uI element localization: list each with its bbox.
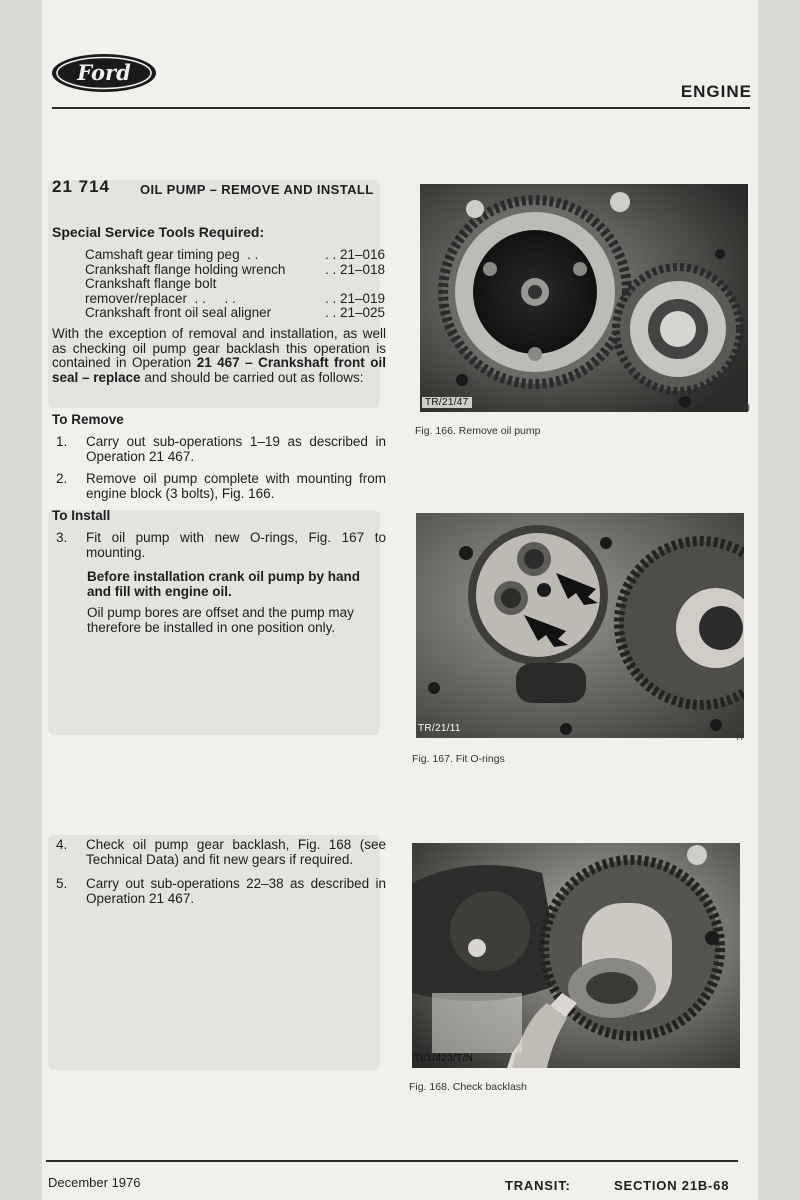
step-text: Carry out sub-operations 22–38 as described in Operation 21 467. xyxy=(86,876,386,906)
remove-heading: To Remove xyxy=(52,412,124,427)
tool-code: . . 21–025 xyxy=(324,305,385,321)
figure-167-photo xyxy=(416,513,744,738)
step-item xyxy=(56,531,386,560)
tool-row xyxy=(85,277,385,292)
figure-166-photo xyxy=(420,184,748,412)
step-text: Carry out sub-operations 1–19 as described in Operation 21 467. xyxy=(86,434,386,464)
header-rule xyxy=(52,107,750,109)
tool-code: . . 21–018 xyxy=(324,261,385,277)
intro-paragraph xyxy=(52,327,386,385)
step-item xyxy=(56,472,386,501)
tool-row xyxy=(85,306,385,321)
step-number: 1. xyxy=(56,434,68,449)
tool-code: . . 21–019 xyxy=(324,290,385,306)
install-heading: To Install xyxy=(52,508,111,523)
operation-number: 21 714 xyxy=(52,177,110,196)
tool-name: remover/replacer xyxy=(85,290,188,306)
tool-name: Camshaft gear timing peg xyxy=(85,247,240,262)
bleed-through-panel xyxy=(48,835,380,1070)
tool-name: Crankshaft flange holding wrench xyxy=(85,261,286,277)
figure-mark: TI xyxy=(735,732,743,742)
step-item xyxy=(56,435,386,464)
figure-caption: Fig. 168. Check backlash xyxy=(409,1081,527,1093)
step-number: 5. xyxy=(56,876,68,891)
tool-dots: . . xyxy=(239,247,259,262)
step-text: Fit oil pump with new O-rings, Fig. 167 to mounting. xyxy=(86,530,386,560)
step-text: Check oil pump gear backlash, Fig. 168 (see Technical Data) and fit new gears if required. xyxy=(86,837,386,867)
step-number: 3. xyxy=(56,530,68,545)
figure-photo-label: TR/21/11 xyxy=(418,723,461,734)
figure-caption: Fig. 167. Fit O-rings xyxy=(412,753,505,765)
step-item xyxy=(56,838,386,867)
section-heading: ENGINE xyxy=(680,82,752,101)
install-note: Oil pump bores are offset and the pump may therefore be installed in one position only. xyxy=(87,605,354,635)
figure-photo-label: TI/1/423/T/N xyxy=(414,1053,474,1064)
install-warning: Before installation crank oil pump by hand and fill with engine oil. xyxy=(87,569,361,599)
step-number: 2. xyxy=(56,471,68,486)
logo-text: Ford xyxy=(77,60,131,85)
operation-title: OIL PUMP – REMOVE AND INSTALL xyxy=(140,182,374,197)
tools-heading: Special Service Tools Required: xyxy=(52,224,265,240)
step-number: 4. xyxy=(56,837,68,852)
tool-name: Crankshaft flange bolt xyxy=(85,276,217,292)
figure-photo-label: TR/21/47 xyxy=(422,397,472,408)
footer-model: TRANSIT: xyxy=(505,1178,571,1193)
figure-mark: TI xyxy=(742,403,750,413)
tool-row xyxy=(85,248,385,263)
tool-code: . . 21–016 xyxy=(324,247,385,262)
tools-list xyxy=(85,248,385,321)
tool-row xyxy=(85,263,385,278)
intro-text-end: and should be carried out as follows: xyxy=(140,369,364,385)
intro-text: With the exception of removal and installation, as well as checking oil pump gear backlash this operation is contained in Operation xyxy=(52,326,386,371)
step-text: Remove oil pump complete with mounting from engine block (3 bolts), Fig. 166. xyxy=(86,471,386,501)
tool-dots: . . . . xyxy=(187,290,236,306)
step-item xyxy=(56,877,386,906)
footer-date: December 1976 xyxy=(48,1175,141,1190)
figure-168-photo xyxy=(412,843,740,1068)
figure-caption: Fig. 166. Remove oil pump xyxy=(415,425,541,437)
tool-name: Crankshaft front oil seal aligner xyxy=(85,305,272,321)
tool-row xyxy=(85,292,385,307)
footer-rule xyxy=(46,1160,738,1162)
footer-section: SECTION 21B-68 xyxy=(614,1178,730,1193)
operation-reference: 21 467 – Crankshaft front oil seal – replace xyxy=(52,355,386,385)
ford-logo xyxy=(50,52,158,94)
